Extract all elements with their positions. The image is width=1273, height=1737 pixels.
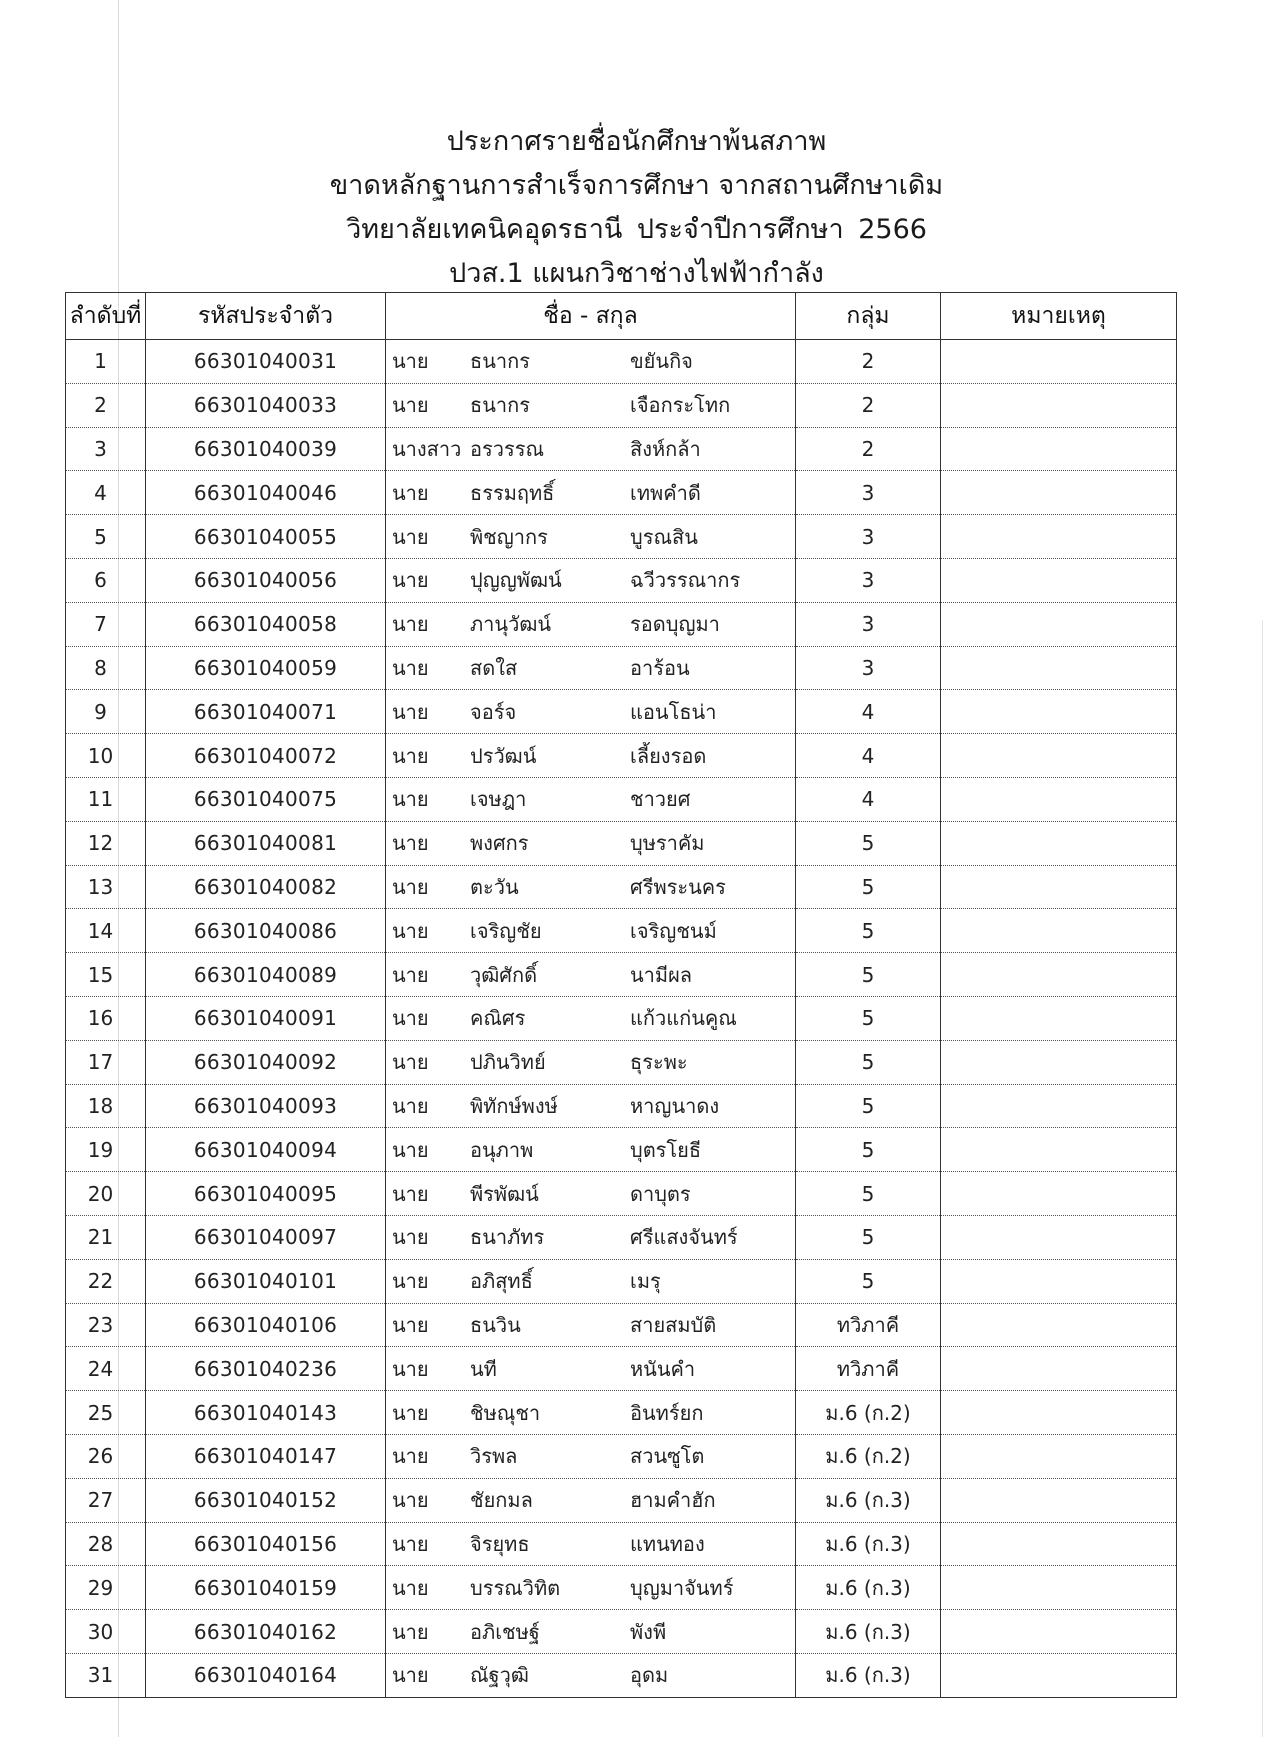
remark-cell	[941, 1391, 1177, 1435]
student-name	[386, 690, 796, 734]
student-table	[65, 292, 1177, 1698]
student-id: 66301040164	[146, 1653, 386, 1697]
remark-cell	[941, 1084, 1177, 1128]
student-group: ทวิภาคี	[796, 1347, 941, 1391]
last-name: เทพคำดี	[630, 480, 701, 505]
remark-cell	[941, 1215, 1177, 1259]
student-name	[386, 1215, 796, 1259]
row-number: 15	[66, 953, 146, 997]
student-group: 3	[796, 515, 941, 559]
student-name	[386, 777, 796, 821]
row-number: 1	[66, 340, 146, 384]
student-group: 2	[796, 427, 941, 471]
last-name: ขยันกิจ	[630, 349, 693, 374]
remark-cell	[941, 1040, 1177, 1084]
row-number: 10	[66, 734, 146, 778]
student-group: 3	[796, 602, 941, 646]
student-name	[386, 1040, 796, 1084]
table-row	[66, 1478, 1177, 1522]
name-prefix: นาย	[392, 480, 429, 505]
name-prefix: นาย	[392, 1006, 429, 1031]
table-row	[66, 1566, 1177, 1610]
student-id: 66301040159	[146, 1566, 386, 1610]
first-name: อรวรรณ	[470, 436, 545, 461]
last-name: ศรีพระนคร	[630, 874, 726, 899]
remark-cell	[941, 1128, 1177, 1172]
table-row	[66, 1610, 1177, 1654]
student-group: 5	[796, 996, 941, 1040]
first-name: นที	[470, 1356, 497, 1381]
row-number: 5	[66, 515, 146, 559]
first-name: จิรยุทธ	[470, 1531, 530, 1556]
remark-cell	[941, 471, 1177, 515]
student-name	[386, 1084, 796, 1128]
remark-cell	[941, 1434, 1177, 1478]
first-name: ธนาภัทร	[470, 1225, 545, 1250]
table-row	[66, 340, 1177, 384]
remark-cell	[941, 1172, 1177, 1216]
row-number: 11	[66, 777, 146, 821]
student-id: 66301040039	[146, 427, 386, 471]
student-name	[386, 865, 796, 909]
name-prefix: นาย	[392, 874, 429, 899]
student-name	[386, 383, 796, 427]
remark-cell	[941, 909, 1177, 953]
student-id: 66301040071	[146, 690, 386, 734]
table-row	[66, 1347, 1177, 1391]
table-row	[66, 1215, 1177, 1259]
table-row	[66, 1391, 1177, 1435]
last-name: เจือกระโทก	[630, 393, 731, 418]
student-group: ม.6 (ก.3)	[796, 1522, 941, 1566]
remark-cell	[941, 340, 1177, 384]
student-id: 66301040082	[146, 865, 386, 909]
column-header-name: ชื่อ - สกุล	[386, 293, 796, 340]
student-id: 66301040101	[146, 1259, 386, 1303]
last-name: บุษราคัม	[630, 831, 705, 856]
student-name	[386, 427, 796, 471]
name-prefix: นาย	[392, 1356, 429, 1381]
name-prefix: นาย	[392, 1488, 429, 1513]
student-id: 66301040093	[146, 1084, 386, 1128]
first-name: ธนากร	[470, 393, 530, 418]
row-number: 27	[66, 1478, 146, 1522]
row-number: 18	[66, 1084, 146, 1128]
last-name: บุญมาจันทร์	[630, 1575, 734, 1600]
name-prefix: นาย	[392, 1619, 429, 1644]
last-name: พังพี	[630, 1619, 667, 1644]
table-row	[66, 1522, 1177, 1566]
first-name: เจษฎา	[470, 787, 527, 812]
student-id: 66301040092	[146, 1040, 386, 1084]
remark-cell	[941, 383, 1177, 427]
table-row	[66, 1259, 1177, 1303]
row-number: 22	[66, 1259, 146, 1303]
student-group: ม.6 (ก.3)	[796, 1566, 941, 1610]
row-number: 7	[66, 602, 146, 646]
first-name: ธนากร	[470, 349, 530, 374]
student-id: 66301040086	[146, 909, 386, 953]
student-group: ม.6 (ก.3)	[796, 1653, 941, 1697]
student-name	[386, 953, 796, 997]
student-group: ทวิภาคี	[796, 1303, 941, 1347]
row-number: 30	[66, 1610, 146, 1654]
name-prefix: นาย	[392, 1225, 429, 1250]
last-name: บุตรโยธี	[630, 1137, 702, 1162]
table-row	[66, 1303, 1177, 1347]
student-id: 66301040055	[146, 515, 386, 559]
scan-edge-line	[1262, 620, 1263, 1737]
first-name: อภิเชษฐ์	[470, 1619, 540, 1644]
student-name	[386, 1434, 796, 1478]
student-name	[386, 1653, 796, 1697]
student-name	[386, 1522, 796, 1566]
last-name: สวนซูโต	[630, 1444, 705, 1469]
student-group: ม.6 (ก.2)	[796, 1434, 941, 1478]
first-name: สดใส	[470, 655, 518, 680]
student-group: 4	[796, 734, 941, 778]
row-number: 19	[66, 1128, 146, 1172]
last-name: ฮามคำฮัก	[630, 1488, 716, 1513]
student-name	[386, 1610, 796, 1654]
table-row	[66, 909, 1177, 953]
student-name	[386, 1303, 796, 1347]
remark-cell	[941, 953, 1177, 997]
student-group: ม.6 (ก.3)	[796, 1610, 941, 1654]
table-row	[66, 1172, 1177, 1216]
name-prefix: นาย	[392, 1400, 429, 1425]
student-group: 5	[796, 821, 941, 865]
last-name: ฉวีวรรณากร	[630, 568, 741, 593]
remark-cell	[941, 1259, 1177, 1303]
table-row	[66, 865, 1177, 909]
student-id: 66301040075	[146, 777, 386, 821]
first-name: ธรรมฤทธิ์	[470, 480, 555, 505]
table-row	[66, 515, 1177, 559]
student-name	[386, 515, 796, 559]
row-number: 16	[66, 996, 146, 1040]
remark-cell	[941, 646, 1177, 690]
last-name: หาญนาดง	[630, 1093, 720, 1118]
last-name: เมรุ	[630, 1269, 661, 1294]
name-prefix: นาย	[392, 962, 429, 987]
student-group: 5	[796, 1215, 941, 1259]
student-group: 5	[796, 909, 941, 953]
table-row	[66, 558, 1177, 602]
student-group: ม.6 (ก.3)	[796, 1478, 941, 1522]
name-prefix: นาย	[392, 787, 429, 812]
row-number: 12	[66, 821, 146, 865]
row-number: 31	[66, 1653, 146, 1697]
name-prefix: นาย	[392, 1181, 429, 1206]
student-name	[386, 340, 796, 384]
last-name: แก้วแก่นคูณ	[630, 1006, 737, 1031]
student-group: ม.6 (ก.2)	[796, 1391, 941, 1435]
column-header-remark: หมายเหตุ	[941, 293, 1177, 340]
student-id: 66301040091	[146, 996, 386, 1040]
name-prefix: นาย	[392, 568, 429, 593]
header-subtitle: ขาดหลักฐานการสำเร็จการศึกษา จากสถานศึกษาเดิม	[329, 170, 944, 201]
student-group: 2	[796, 383, 941, 427]
remark-cell	[941, 1653, 1177, 1697]
student-group: 4	[796, 777, 941, 821]
table-header-row	[66, 293, 1177, 340]
student-name	[386, 1566, 796, 1610]
row-number: 20	[66, 1172, 146, 1216]
remark-cell	[941, 515, 1177, 559]
student-name	[386, 734, 796, 778]
student-name	[386, 646, 796, 690]
student-id: 66301040106	[146, 1303, 386, 1347]
table-row	[66, 1434, 1177, 1478]
first-name: ชิษณุชา	[470, 1400, 541, 1425]
student-name	[386, 602, 796, 646]
table-row	[66, 427, 1177, 471]
student-name	[386, 1128, 796, 1172]
student-group: 3	[796, 471, 941, 515]
student-id: 66301040081	[146, 821, 386, 865]
remark-cell	[941, 602, 1177, 646]
first-name: ปุญญพัฒน์	[470, 568, 562, 593]
last-name: เจริญชนม์	[630, 918, 717, 943]
row-number: 4	[66, 471, 146, 515]
row-number: 14	[66, 909, 146, 953]
row-number: 3	[66, 427, 146, 471]
name-prefix: นาย	[392, 699, 429, 724]
first-name: ณัฐวุฒิ	[470, 1663, 529, 1688]
first-name: เจริญชัย	[470, 918, 542, 943]
first-name: พงศกร	[470, 831, 529, 856]
table-row	[66, 646, 1177, 690]
student-id: 66301040058	[146, 602, 386, 646]
last-name: ธุระพะ	[630, 1050, 688, 1075]
remark-cell	[941, 690, 1177, 734]
first-name: ปรวัฒน์	[470, 743, 537, 768]
row-number: 21	[66, 1215, 146, 1259]
table-row	[66, 471, 1177, 515]
first-name: ธนวิน	[470, 1312, 521, 1337]
student-name	[386, 1391, 796, 1435]
student-id: 66301040094	[146, 1128, 386, 1172]
table-row	[66, 1040, 1177, 1084]
row-number: 29	[66, 1566, 146, 1610]
column-header-group: กลุ่ม	[796, 293, 941, 340]
student-name	[386, 558, 796, 602]
column-header-no: ลำดับที่	[66, 293, 146, 340]
remark-cell	[941, 1566, 1177, 1610]
remark-cell	[941, 1478, 1177, 1522]
student-name	[386, 1478, 796, 1522]
student-group: 5	[796, 1084, 941, 1128]
student-group: 5	[796, 1172, 941, 1216]
first-name: พิทักษ์พงษ์	[470, 1093, 558, 1118]
student-id: 66301040031	[146, 340, 386, 384]
name-prefix: นาย	[392, 1575, 429, 1600]
table-row	[66, 602, 1177, 646]
name-prefix: นาย	[392, 918, 429, 943]
student-group: 4	[796, 690, 941, 734]
name-prefix: นาย	[392, 1531, 429, 1556]
row-number: 28	[66, 1522, 146, 1566]
last-name: แอนโธน่า	[630, 699, 717, 724]
student-id: 66301040033	[146, 383, 386, 427]
name-prefix: นาย	[392, 349, 429, 374]
student-id: 66301040072	[146, 734, 386, 778]
name-prefix: นาย	[392, 393, 429, 418]
name-prefix: นาย	[392, 1269, 429, 1294]
first-name: ตะวัน	[470, 874, 519, 899]
remark-cell	[941, 1347, 1177, 1391]
table-row	[66, 1653, 1177, 1697]
student-id: 66301040143	[146, 1391, 386, 1435]
first-name: ภานุวัฒน์	[470, 612, 552, 637]
name-prefix: นาย	[392, 1312, 429, 1337]
student-group: 5	[796, 865, 941, 909]
student-id: 66301040059	[146, 646, 386, 690]
name-prefix: นาย	[392, 743, 429, 768]
name-prefix: นางสาว	[392, 436, 462, 461]
student-group: 5	[796, 1259, 941, 1303]
student-name	[386, 1347, 796, 1391]
last-name: อุดม	[630, 1663, 669, 1688]
row-number: 2	[66, 383, 146, 427]
table-row	[66, 1128, 1177, 1172]
remark-cell	[941, 821, 1177, 865]
student-group: 2	[796, 340, 941, 384]
row-number: 6	[66, 558, 146, 602]
header-college-year: วิทยาลัยเทคนิคอุดรธานี ประจำปีการศึกษา 2566	[346, 214, 927, 245]
student-id: 66301040089	[146, 953, 386, 997]
last-name: ดาบุตร	[630, 1181, 691, 1206]
student-group: 5	[796, 953, 941, 997]
first-name: บรรณวิทิต	[470, 1575, 561, 1600]
student-id: 66301040095	[146, 1172, 386, 1216]
table-row	[66, 1084, 1177, 1128]
row-number: 23	[66, 1303, 146, 1347]
first-name: จอร์จ	[470, 699, 517, 724]
header-department: ปวส.1 แผนกวิชาช่างไฟฟ้ากำลัง	[449, 258, 824, 289]
student-group: 3	[796, 646, 941, 690]
remark-cell	[941, 558, 1177, 602]
announcement-header	[0, 120, 1273, 296]
student-id: 66301040162	[146, 1610, 386, 1654]
name-prefix: นาย	[392, 655, 429, 680]
name-prefix: นาย	[392, 1093, 429, 1118]
table-row	[66, 821, 1177, 865]
student-group: 3	[796, 558, 941, 602]
student-id: 66301040152	[146, 1478, 386, 1522]
header-title: ประกาศรายชื่อนักศึกษาพ้นสภาพ	[446, 126, 827, 157]
remark-cell	[941, 1303, 1177, 1347]
remark-cell	[941, 1522, 1177, 1566]
name-prefix: นาย	[392, 831, 429, 856]
last-name: อินทร์ยก	[630, 1400, 704, 1425]
student-name	[386, 996, 796, 1040]
last-name: เลี้ยงรอด	[630, 743, 707, 768]
name-prefix: นาย	[392, 1444, 429, 1469]
row-number: 26	[66, 1434, 146, 1478]
student-id: 66301040147	[146, 1434, 386, 1478]
last-name: สิงห์กล้า	[630, 436, 701, 461]
last-name: อาร้อน	[630, 655, 690, 680]
table-row	[66, 734, 1177, 778]
first-name: วิรพล	[470, 1444, 518, 1469]
student-id: 66301040236	[146, 1347, 386, 1391]
name-prefix: นาย	[392, 612, 429, 637]
table-row	[66, 996, 1177, 1040]
first-name: วุฒิศักดิ์	[470, 962, 538, 987]
column-header-student-id: รหัสประจำตัว	[146, 293, 386, 340]
student-name	[386, 909, 796, 953]
row-number: 9	[66, 690, 146, 734]
student-group: 5	[796, 1128, 941, 1172]
remark-cell	[941, 734, 1177, 778]
name-prefix: นาย	[392, 524, 429, 549]
row-number: 25	[66, 1391, 146, 1435]
name-prefix: นาย	[392, 1663, 429, 1688]
remark-cell	[941, 777, 1177, 821]
name-prefix: นาย	[392, 1050, 429, 1075]
first-name: พิชญากร	[470, 524, 548, 549]
first-name: อภิสุทธิ์	[470, 1269, 533, 1294]
row-number: 8	[66, 646, 146, 690]
student-name	[386, 1259, 796, 1303]
last-name: บูรณสิน	[630, 524, 698, 549]
student-id: 66301040156	[146, 1522, 386, 1566]
first-name: ชัยกมล	[470, 1488, 533, 1513]
table-row	[66, 953, 1177, 997]
first-name: คณิศร	[470, 1006, 526, 1031]
remark-cell	[941, 865, 1177, 909]
remark-cell	[941, 1610, 1177, 1654]
student-name	[386, 471, 796, 515]
last-name: ศรีแสงจันทร์	[630, 1225, 738, 1250]
student-group: 5	[796, 1040, 941, 1084]
remark-cell	[941, 427, 1177, 471]
student-id: 66301040056	[146, 558, 386, 602]
student-id: 66301040097	[146, 1215, 386, 1259]
last-name: ชาวยศ	[630, 787, 691, 812]
table-row	[66, 690, 1177, 734]
remark-cell	[941, 996, 1177, 1040]
row-number: 24	[66, 1347, 146, 1391]
table-row	[66, 777, 1177, 821]
last-name: สายสมบัติ	[630, 1312, 717, 1337]
student-name	[386, 821, 796, 865]
first-name: ปภินวิทย์	[470, 1050, 546, 1075]
last-name: หนันคำ	[630, 1356, 696, 1381]
student-name	[386, 1172, 796, 1216]
first-name: อนุภาพ	[470, 1137, 534, 1162]
table-row	[66, 383, 1177, 427]
name-prefix: นาย	[392, 1137, 429, 1162]
last-name: นามีผล	[630, 962, 693, 987]
row-number: 13	[66, 865, 146, 909]
last-name: แทนทอง	[630, 1531, 705, 1556]
row-number: 17	[66, 1040, 146, 1084]
student-id: 66301040046	[146, 471, 386, 515]
first-name: พีรพัฒน์	[470, 1181, 539, 1206]
last-name: รอดบุญมา	[630, 612, 720, 637]
